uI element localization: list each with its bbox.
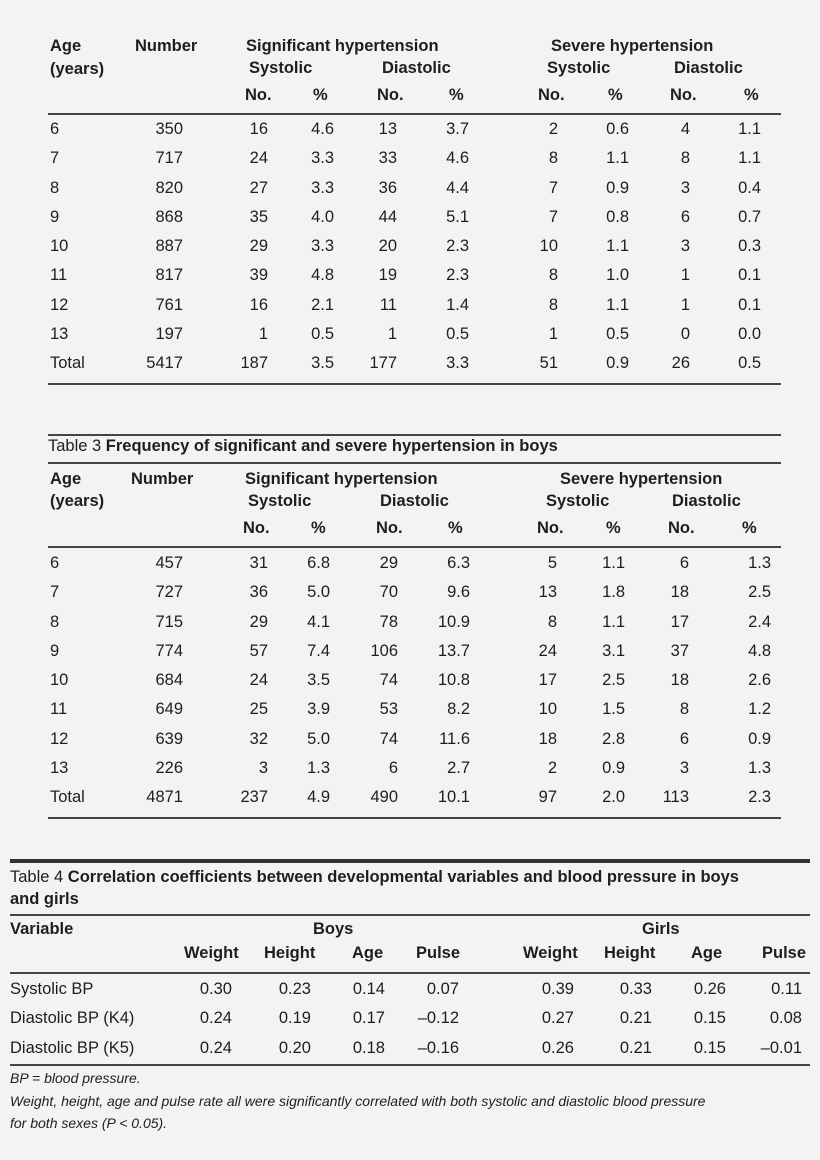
table-cell: 7 [548,178,558,197]
table-cell: 4.0 [311,207,334,226]
header-height: Height [604,944,656,962]
table-cell: 1 [548,325,558,344]
header-variable: Variable [10,920,74,938]
table-row [0,725,820,754]
header-age: Age [691,944,723,962]
caption-divider [10,914,810,916]
table-cell: 1 [680,295,690,314]
table-row [0,1004,820,1033]
table-cell: 0.17 [352,1009,385,1028]
table-cell: 6.8 [307,554,330,572]
header-no: No. [668,519,695,537]
table-cell: –0.12 [417,1009,459,1028]
header-boys: Boys [313,920,354,938]
table-cell: 3.3 [311,237,334,256]
table-cell: 761 [155,295,183,314]
table-cell: 0.5 [738,354,761,373]
row-label-cell: 6 [50,554,60,572]
table-cell: 3.7 [446,120,469,138]
table-cell: 197 [155,325,183,344]
header-sig-systolic: Systolic [248,492,312,510]
table-cell: 2.3 [446,266,469,285]
table-cell: 774 [155,641,183,660]
header-sev-systolic: Systolic [547,59,611,77]
table-cell: 4.8 [311,266,334,285]
table-cell: 1.1 [606,149,629,168]
table-cell: 13 [538,583,557,602]
table-cell: 17 [670,612,689,631]
table-cell: 639 [155,729,183,748]
table-cell: 35 [249,207,268,226]
table-cell: 887 [155,237,183,256]
table-cell: 7.4 [307,641,330,660]
table-cell: 0.07 [426,980,459,998]
table-cell: 2.6 [748,671,771,690]
table-cell: 6.3 [447,554,470,572]
table-cell: 0.8 [606,207,629,226]
header-age: Age [50,37,82,55]
table-top-rule [48,434,781,436]
table-cell: 0.11 [771,980,802,998]
table-cell: 820 [155,178,183,197]
table-cell: 0.20 [278,1038,311,1057]
table-cell: 3 [679,759,689,778]
table-cell: –0.16 [417,1038,459,1057]
table-cell: 2.5 [602,671,625,690]
header-sig-diastolic: Diastolic [380,492,449,510]
table-cell: 10.9 [437,612,470,631]
table-cell: 3.3 [311,149,334,168]
header-no: No. [670,86,697,104]
table-caption [10,866,739,910]
table-row [0,666,820,695]
footnote-abbreviation: BP = blood pressure. [10,1070,141,1086]
table-cell: 2.0 [602,788,625,807]
row-label-cell: Diastolic BP (K4) [10,1009,135,1028]
table-row [0,1034,820,1063]
table-cell: 26 [671,354,690,373]
table-cell: 9.6 [447,583,470,602]
header-age: Age [352,944,384,962]
table-cell: 25 [249,700,268,719]
table-cell: 1.2 [748,700,771,719]
table-cell: 0.1 [738,266,761,285]
header-number: Number [131,470,194,488]
caption-label: Table 4 [10,868,68,886]
table-cell: 0.24 [199,1038,232,1057]
row-label-cell: 9 [50,641,60,660]
table-cell: 1.3 [748,554,771,572]
table-cell: 1 [258,325,268,344]
table-cell: 8 [680,149,690,168]
header-no: No. [243,519,270,537]
table-cell: 24 [538,641,557,660]
header-no: No. [538,86,565,104]
row-label-cell: Diastolic BP (K5) [10,1038,135,1057]
header-pulse: Pulse [416,944,461,962]
header-height: Height [264,944,316,962]
table-top-rule [10,859,810,863]
table-cell: 31 [249,554,268,572]
table-cell: 0.26 [541,1038,574,1057]
table-row [0,232,820,261]
table-cell: 13.7 [437,641,470,660]
table-cell: 0.39 [541,980,574,998]
table-cell: 490 [370,788,398,807]
table-cell: –0.01 [760,1038,802,1057]
table-cell: 1 [680,266,690,285]
table-cell: 0.4 [738,178,761,197]
table-cell: 1.5 [602,700,625,719]
table-cell: 5 [547,554,557,572]
table-cell: 4871 [146,788,183,807]
table-cell: 8 [547,612,557,631]
footnote-significance-continued: for both sexes (P < 0.05). [10,1115,168,1131]
table-cell: 10 [539,237,558,256]
table-cell: 0.26 [693,980,726,998]
table-cell: 29 [379,554,398,572]
header-girls: Girls [642,920,680,938]
header-pct: % [606,519,621,537]
table-cell: 0.5 [311,325,334,344]
row-label-cell: 8 [50,178,60,197]
table-row [0,291,820,320]
row-label-cell: 13 [50,759,69,778]
table-cell: 8 [548,295,558,314]
row-label-cell: 8 [50,612,60,631]
header-significant: Significant hypertension [246,37,439,55]
table-cell: 457 [155,554,183,572]
table-cell: 3 [680,178,690,197]
table-cell: 18 [670,671,689,690]
table-cell: 0.21 [619,1038,652,1057]
table-cell: 113 [662,788,689,807]
table-cell: 4.8 [748,641,771,660]
header-pulse: Pulse [762,944,807,962]
table-row [0,115,820,144]
table-cell: 13 [378,120,397,138]
table-cell: 11 [379,295,397,314]
header-years: (years) [50,60,105,78]
table-cell: 0.27 [541,1009,574,1028]
caption-title-continued: and girls [10,890,79,908]
table-cell: 1.4 [446,295,469,314]
footnote-significance: Weight, height, age and pulse rate all were significantly correlated with both systolic and diastolic blood pressure [10,1093,706,1109]
row-label-cell: 13 [50,325,69,344]
table-cell: 0.9 [606,178,629,197]
header-no: No. [376,519,403,537]
table-cell: 6 [680,207,690,226]
table-cell: 20 [378,237,397,256]
table-cell: 5417 [146,354,183,373]
table-cell: 0 [680,325,690,344]
table-cell: 0.14 [352,980,385,998]
header-age: Age [50,470,82,488]
table-cell: 1.1 [606,237,629,256]
row-label-cell: 12 [50,295,69,314]
table-cell: 717 [155,149,183,168]
table-cell: 4.1 [307,612,330,631]
table-cell: 4.6 [311,120,334,138]
row-label-cell: 7 [50,583,60,602]
table-cell: 1.1 [738,120,761,138]
table-row [0,695,820,724]
header-years: (years) [50,492,105,510]
caption-label: Table 3 [48,437,106,455]
table-cell: 5.0 [307,583,330,602]
table-cell: 4.6 [446,149,469,168]
table-cell: 1.0 [606,266,629,285]
table-row [0,754,820,783]
table-cell: 0.19 [278,1009,311,1028]
table-body [0,549,820,813]
table-cell: 29 [249,237,268,256]
row-label-cell: Total [50,354,85,373]
header-significant: Significant hypertension [245,470,438,488]
table-cell: 3.3 [311,178,334,197]
table-cell: 0.33 [619,980,652,998]
header-pct: % [449,86,464,104]
table-cell: 44 [378,207,397,226]
table-cell: 29 [249,612,268,631]
table-cell: 8.2 [447,700,470,719]
table-cell: 2 [547,759,557,778]
table-cell: 24 [249,671,268,690]
table-cell: 1.3 [748,759,771,778]
table-cell: 0.15 [693,1009,726,1028]
table-cell: 237 [240,788,268,807]
table-cell: 74 [379,729,398,748]
table-cell: 0.9 [748,729,771,748]
table-cell: 0.3 [738,237,761,256]
table-bottom-rule [48,817,781,819]
row-label-cell: Systolic BP [10,980,94,998]
table-cell: 684 [155,671,183,690]
table-row [0,261,820,290]
table-cell: 0.0 [738,325,761,344]
table-cell: 17 [538,671,557,690]
table-cell: 74 [379,671,398,690]
table-cell: 97 [538,788,557,807]
table-cell: 187 [240,354,268,373]
table-cell: 36 [378,178,397,197]
caption-title: Correlation coefficients between developmental variables and blood pressure in boys [67,868,739,886]
table-cell: 177 [369,354,397,373]
header-weight: Weight [184,944,239,962]
table-cell: 715 [155,612,183,631]
table-cell: 3.1 [602,641,625,660]
table-cell: 3.9 [307,700,330,719]
table-row [0,349,820,378]
table-cell: 2.8 [602,729,625,748]
table-body [0,115,820,379]
table-row [0,320,820,349]
table-row [0,608,820,637]
table-cell: 350 [155,120,183,138]
header-sig-diastolic: Diastolic [382,59,451,77]
table-cell: 2.3 [446,237,469,256]
table-cell: 0.6 [606,120,629,138]
table-cell: 0.24 [199,1009,232,1028]
header-weight: Weight [523,944,578,962]
table-cell: 24 [249,149,268,168]
table-cell: 36 [249,583,268,602]
header-sev-systolic: Systolic [546,492,610,510]
table-cell: 0.21 [619,1009,652,1028]
caption-title: Frequency of significant and severe hypertension in boys [105,437,558,455]
row-label-cell: 9 [50,207,60,226]
header-divider [48,546,781,548]
table-cell: 0.9 [606,354,629,373]
table-cell: 0.18 [352,1038,385,1057]
table-cell: 1.1 [602,612,625,631]
table-cell: 27 [249,178,268,197]
table-cell: 649 [155,700,183,719]
table-cell: 39 [249,266,268,285]
table-row [0,783,820,812]
table-row [0,975,820,1004]
table-cell: 1.1 [606,295,629,314]
table-cell: 1.8 [602,583,625,602]
table-cell: 817 [155,266,183,285]
table-cell: 0.5 [446,325,469,344]
table-cell: 3.3 [446,354,469,373]
table-cell: 2.3 [748,788,771,807]
table-cell: 57 [249,641,268,660]
header-no: No. [377,86,404,104]
row-label-cell: 7 [50,149,60,168]
table-cell: 10.8 [437,671,470,690]
table-row [0,637,820,666]
table-body [0,975,820,1063]
row-label-cell: 6 [50,120,60,138]
table-cell: 1.1 [602,554,625,572]
table-cell: 10.1 [437,788,470,807]
table-cell: 2.7 [447,759,470,778]
table-cell: 3.5 [311,354,334,373]
table-cell: 7 [548,207,558,226]
table-cell: 16 [249,120,268,138]
table-cell: 8 [548,149,558,168]
table-cell: 2.1 [311,295,334,314]
table-cell: 19 [378,266,397,285]
header-severe: Severe hypertension [560,470,723,488]
row-label-cell: 10 [50,237,69,256]
table-cell: 32 [249,729,268,748]
header-no: No. [245,86,272,104]
table-cell: 0.23 [278,980,311,998]
row-label-cell: 12 [50,729,69,748]
header-pct: % [608,86,623,104]
table-cell: 11.6 [439,729,470,748]
header-sig-systolic: Systolic [249,59,313,77]
table-cell: 3 [258,759,268,778]
table-cell: 51 [539,354,558,373]
table-cell: 0.9 [602,759,625,778]
table-row [0,203,820,232]
header-pct: % [448,519,463,537]
row-label-cell: 11 [50,700,68,719]
table-cell: 0.15 [693,1038,726,1057]
table-cell: 1.1 [738,149,761,168]
table-cell: 0.5 [606,325,629,344]
table-cell: 6 [679,729,689,748]
table-row [0,144,820,173]
table-cell: 0.1 [738,295,761,314]
header-sev-diastolic: Diastolic [672,492,741,510]
table-cell: 8 [548,266,558,285]
table-cell: 4 [680,120,690,138]
table-cell: 0.30 [199,980,232,998]
row-label-cell: 11 [50,266,68,285]
table-bottom-rule [48,383,781,385]
table-row [0,174,820,203]
table-row [0,549,820,578]
header-pct: % [744,86,759,104]
table-cell: 106 [370,641,398,660]
header-pct: % [311,519,326,537]
table-cell: 727 [155,583,183,602]
table-bottom-rule [10,1064,810,1066]
table-cell: 53 [379,700,398,719]
table-cell: 4.9 [307,788,330,807]
table-cell: 0.08 [769,1009,802,1028]
table-row [0,578,820,607]
table-cell: 868 [155,207,183,226]
row-label-cell: Total [50,788,85,807]
table-cell: 70 [379,583,398,602]
table-cell: 10 [538,700,557,719]
table-caption [48,437,558,456]
table-cell: 1.3 [307,759,330,778]
table-cell: 6 [388,759,398,778]
header-number: Number [135,37,198,55]
header-pct: % [313,86,328,104]
table-cell: 6 [679,554,689,572]
table-cell: 33 [378,149,397,168]
table-cell: 78 [379,612,398,631]
table-cell: 4.4 [446,178,469,197]
row-label-cell: 10 [50,671,69,690]
table-cell: 2.5 [748,583,771,602]
header-sev-diastolic: Diastolic [674,59,743,77]
header-pct: % [742,519,757,537]
table-cell: 5.1 [446,207,469,226]
table-cell: 1 [387,325,397,344]
caption-divider [48,462,781,464]
table-cell: 16 [249,295,268,314]
table-cell: 3 [680,237,690,256]
header-divider [10,972,810,974]
table-cell: 2.4 [748,612,771,631]
table-cell: 5.0 [307,729,330,748]
table-cell: 18 [670,583,689,602]
header-severe: Severe hypertension [551,37,714,55]
table-cell: 3.5 [307,671,330,690]
header-no: No. [537,519,564,537]
table-cell: 226 [155,759,183,778]
table-cell: 2 [548,120,558,138]
table-cell: 18 [538,729,557,748]
table-cell: 37 [670,641,689,660]
table-cell: 8 [679,700,689,719]
table-cell: 0.7 [738,207,761,226]
